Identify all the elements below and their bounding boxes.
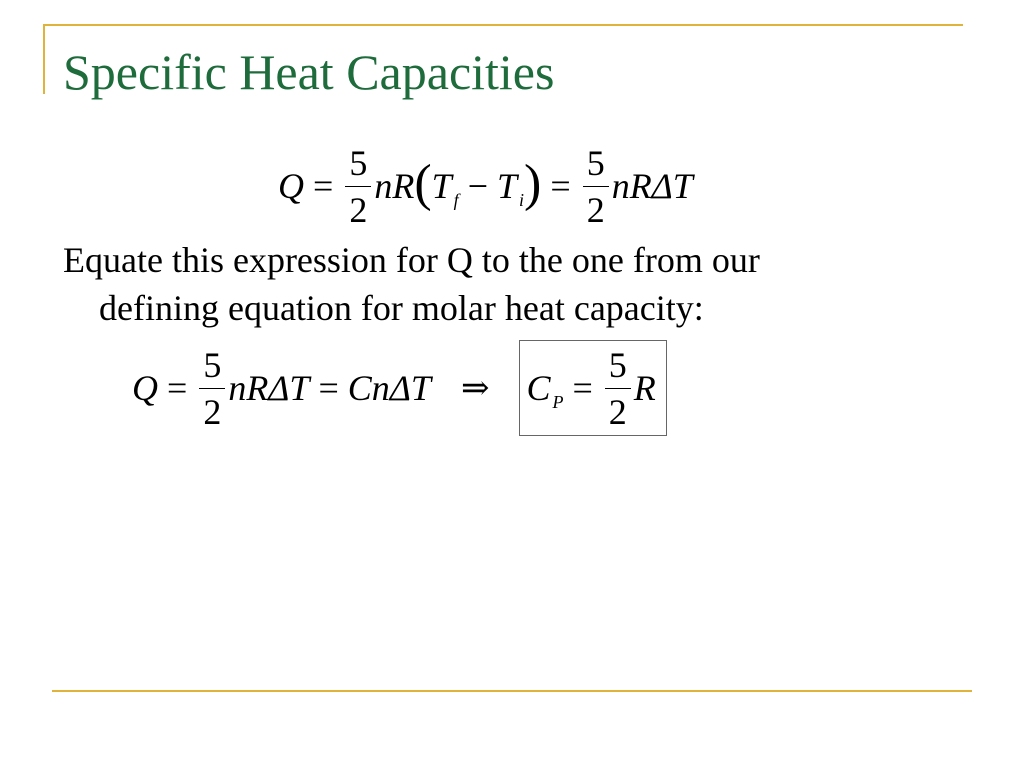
result-C: C bbox=[526, 368, 551, 408]
result-fraction bbox=[605, 345, 631, 432]
eq1-left-paren: ( bbox=[414, 155, 432, 212]
eq1-fraction-2 bbox=[583, 143, 609, 230]
result-R: R bbox=[633, 368, 656, 408]
eq1-tail: nRΔT bbox=[611, 166, 693, 206]
eq2-rhs: CnΔT bbox=[347, 368, 431, 408]
eq1-nR: nR bbox=[374, 166, 415, 206]
fraction-bar bbox=[199, 388, 225, 389]
eq2-equals-2: = bbox=[318, 368, 339, 408]
eq1-right-paren: ) bbox=[524, 155, 542, 212]
eq1-equals: = bbox=[313, 166, 334, 206]
eq2-numerator: 5 bbox=[203, 344, 222, 385]
slide-title: Specific Heat Capacities bbox=[63, 44, 555, 100]
eq1-T-initial: T bbox=[497, 166, 518, 206]
molar-heat-equation bbox=[132, 340, 667, 436]
fraction-bar bbox=[583, 186, 609, 187]
eq1-minus: − bbox=[467, 166, 488, 206]
body-line-2: defining equation for molar heat capacity: bbox=[99, 288, 704, 328]
left-rule bbox=[43, 24, 45, 94]
result-numerator: 5 bbox=[608, 344, 627, 385]
eq2-Q: Q bbox=[132, 368, 158, 408]
result-denominator: 2 bbox=[608, 391, 627, 432]
eq1-denominator-2: 2 bbox=[586, 189, 605, 230]
body-paragraph bbox=[63, 236, 963, 332]
energy-equation bbox=[278, 138, 693, 234]
eq2-denominator: 2 bbox=[203, 391, 222, 432]
eq2-equals: = bbox=[167, 368, 188, 408]
eq1-numerator: 5 bbox=[349, 142, 368, 183]
eq1-T-final: T bbox=[431, 166, 452, 206]
eq1-Q: Q bbox=[278, 166, 304, 206]
eq2-fraction bbox=[199, 345, 225, 432]
result-equals: = bbox=[572, 368, 593, 408]
eq1-denominator: 2 bbox=[349, 189, 368, 230]
eq1-sub-f: f bbox=[453, 189, 459, 210]
result-box bbox=[519, 340, 666, 436]
bottom-rule bbox=[52, 690, 972, 692]
result-sub-P: P bbox=[552, 391, 564, 412]
body-line-1: Equate this expression for Q to the one from our bbox=[63, 240, 760, 280]
fraction-bar bbox=[345, 186, 371, 187]
eq1-fraction bbox=[345, 143, 371, 230]
fraction-bar bbox=[605, 388, 631, 389]
eq1-sub-i: i bbox=[519, 189, 525, 210]
implies-symbol: ⇒ bbox=[460, 370, 490, 407]
eq1-equals-2: = bbox=[550, 166, 571, 206]
eq1-numerator-2: 5 bbox=[586, 142, 605, 183]
top-rule bbox=[43, 24, 963, 26]
eq2-mid: nRΔT bbox=[228, 368, 310, 408]
